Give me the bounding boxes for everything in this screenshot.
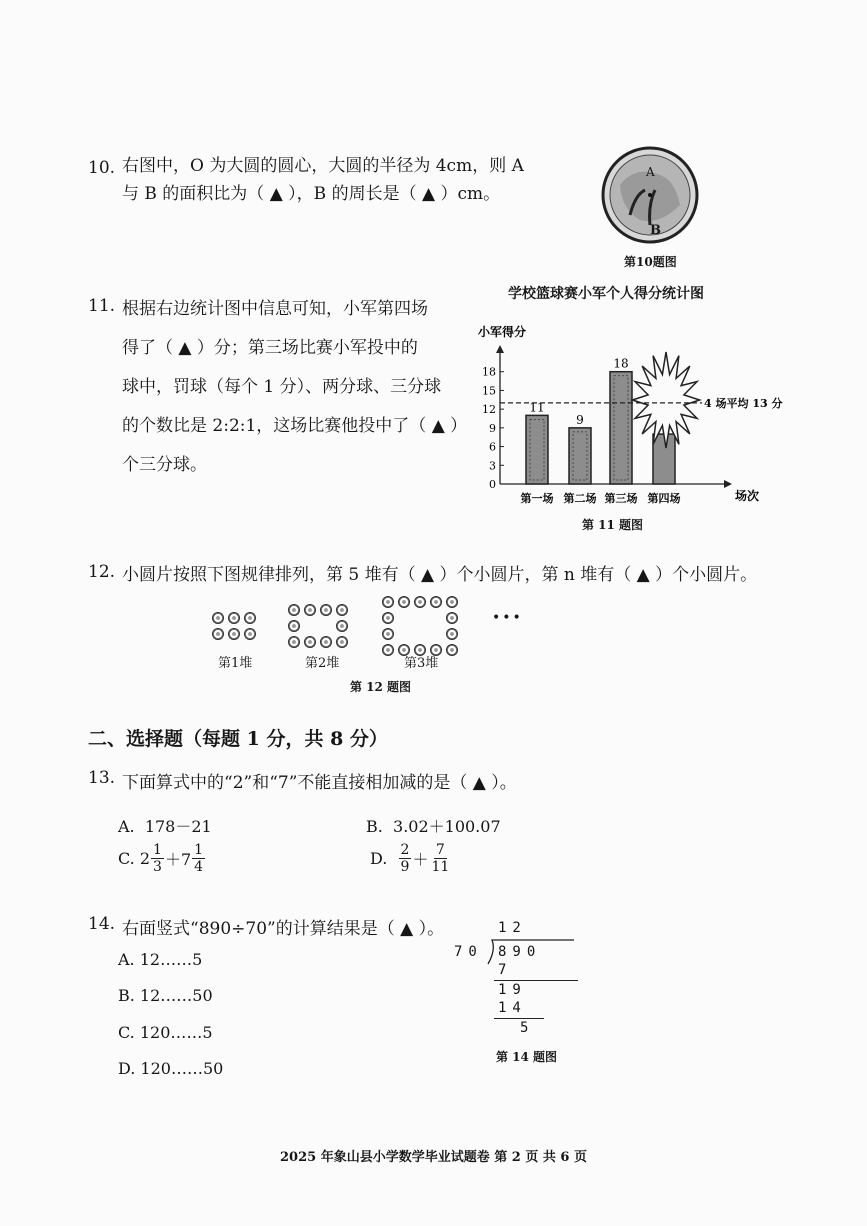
fig-label-a: A [646, 165, 655, 179]
chart-title: 学校篮球赛小军个人得分统计图 [508, 286, 704, 302]
q14-option-a[interactable]: A. 12……5 [118, 950, 203, 969]
q11-line: 得了（ ▲ ）分；第三场比赛小军投中的 [122, 338, 418, 358]
q13-option-b[interactable] [366, 814, 501, 837]
option-text: 178－21 [144, 817, 212, 836]
coin [304, 636, 316, 648]
bar [569, 428, 591, 484]
numerator: 1 [194, 842, 204, 858]
fraction [151, 842, 164, 875]
average-label: 4 场平均 13 分 [704, 396, 783, 410]
q11-number: 11. [88, 296, 116, 316]
coin [288, 620, 300, 632]
coin [414, 596, 426, 608]
q11-text [122, 290, 482, 485]
option-text: 3.02＋100.07 [393, 817, 501, 836]
option-label: B. [366, 817, 383, 836]
coin [288, 604, 300, 616]
q11-caption: 第 11 题图 [582, 518, 644, 532]
numerator: 2 [400, 842, 410, 858]
y-tick-label: 15 [482, 384, 496, 398]
q12-number: 12. [88, 562, 116, 582]
pile-label: 第2堆 [305, 656, 340, 671]
q14-option-d[interactable]: D. 120……50 [118, 1059, 224, 1078]
q13-option-d[interactable] [370, 842, 452, 875]
coin [336, 620, 348, 632]
coin [336, 636, 348, 648]
coin [320, 636, 332, 648]
q12-text: 小圆片按照下图规律排列，第 5 堆有（ ▲ ）个小圆片，第 n 堆有（ ▲ ）个小圆片。 [122, 565, 758, 585]
y-tick-label: 9 [489, 421, 496, 435]
coin [212, 628, 224, 640]
coin [446, 612, 458, 624]
numerator: 7 [435, 842, 445, 858]
divisor: 70 [454, 944, 483, 960]
fraction [399, 842, 412, 875]
operator: ＋7 [164, 850, 192, 869]
q13-option-a[interactable] [118, 814, 212, 837]
q14-number: 14. [88, 914, 116, 934]
mixed-number [140, 842, 165, 875]
q14-caption: 第 14 题图 [496, 1050, 558, 1064]
y-axis-arrow [496, 345, 504, 353]
coin [212, 612, 224, 624]
q14-option-b[interactable]: B. 12……50 [118, 986, 213, 1005]
bar [526, 415, 548, 484]
q14-text: 右面竖式“890÷70”的计算结果是（ ▲ ）。 [122, 919, 445, 939]
fraction [192, 842, 205, 875]
final-remainder: 5 [520, 1020, 535, 1036]
bar-hidden [653, 434, 675, 484]
q10-caption: 第10题图 [624, 255, 677, 269]
coin [430, 596, 442, 608]
fig-label-b: B [650, 223, 661, 238]
section-title: 二、选择题（每题 1 分，共 8 分） [88, 728, 388, 750]
q11-chart [470, 278, 800, 528]
denominator: 4 [194, 859, 204, 875]
coin [382, 612, 394, 624]
quotient: 12 [498, 920, 527, 936]
data-label: 11 [529, 400, 545, 415]
dividend: 890 [498, 944, 542, 960]
y-tick-label: 6 [489, 440, 496, 454]
q10-line2: 与 B 的面积比为（ ▲ ），B 的周长是（ ▲ ）cm。 [122, 184, 501, 204]
step-product: 14 [498, 1000, 527, 1016]
coin [446, 644, 458, 656]
y-tick-label: 18 [482, 365, 496, 379]
long-division [450, 920, 580, 1040]
denominator: 11 [431, 859, 450, 875]
x-tick-label: 第一场 [520, 492, 554, 505]
ellipsis: ••• [492, 610, 523, 626]
y-tick-label: 3 [489, 459, 496, 473]
y-tick-label: 0 [489, 478, 496, 491]
operator: ＋ [412, 850, 429, 869]
q13-option-c[interactable] [118, 842, 206, 875]
q12-caption: 第 12 题图 [350, 680, 412, 694]
x-tick-label: 第四场 [647, 492, 681, 505]
x-tick-label: 第二场 [563, 492, 597, 505]
q11-line: 的个数比是 2:2:1，这场比赛他投中了（ ▲ ） [122, 416, 468, 436]
step-product: 7 [498, 962, 513, 978]
coin [228, 612, 240, 624]
coin [228, 628, 240, 640]
q10-line1: 右图中，O 为大圆的圆心，大圆的半径为 4cm，则 A [122, 156, 524, 176]
pile-label: 第1堆 [218, 656, 253, 671]
coin [382, 644, 394, 656]
coin [244, 612, 256, 624]
q11-line: 球中，罚球（每个 1 分）、两分球、三分球 [122, 377, 442, 397]
q10-number: 10. [88, 158, 116, 178]
starburst-cover [632, 352, 699, 448]
q13-text: 下面算式中的“2”和“7”不能直接相加减的是（ ▲ ）。 [122, 773, 517, 793]
pile-label: 第3堆 [404, 656, 439, 671]
denominator: 9 [400, 859, 410, 875]
coin [304, 604, 316, 616]
coin [446, 628, 458, 640]
coin [382, 596, 394, 608]
rule-line [494, 980, 578, 981]
q10-text [122, 152, 552, 208]
coin [336, 604, 348, 616]
q14-option-c[interactable]: C. 120……5 [118, 1023, 213, 1042]
step-remainder: 19 [498, 982, 527, 998]
x-axis-label: 场次 [735, 489, 760, 503]
coin [446, 596, 458, 608]
rule-line [494, 1018, 544, 1019]
coin [320, 604, 332, 616]
q11-line: 个三分球。 [122, 455, 207, 475]
option-label: C. [118, 849, 135, 868]
coin [288, 636, 300, 648]
x-tick-label: 第三场 [604, 492, 638, 505]
coin [398, 596, 410, 608]
x-axis-arrow [724, 480, 732, 488]
coin [382, 628, 394, 640]
page-footer: 2025 年象山县小学数学毕业试题卷 第 2 页 共 6 页 [280, 1150, 587, 1165]
bar-chart [470, 278, 800, 528]
data-label: 18 [613, 356, 629, 371]
option-label: D. [370, 849, 388, 868]
q10-figure [600, 145, 700, 245]
bar [610, 372, 632, 484]
coin [244, 628, 256, 640]
coin-piles [210, 590, 510, 650]
y-axis-label: 小军得分 [478, 325, 527, 339]
option-label: A. [118, 817, 135, 836]
whole-part: 2 [139, 849, 151, 868]
denominator: 3 [153, 859, 162, 875]
y-tick-label: 12 [482, 403, 496, 417]
q13-number: 13. [88, 768, 116, 788]
q11-line: 根据右边统计图中信息可知，小军第四场 [122, 299, 428, 319]
fraction [429, 842, 451, 875]
data-label: 9 [576, 412, 584, 427]
numerator: 1 [153, 842, 162, 858]
